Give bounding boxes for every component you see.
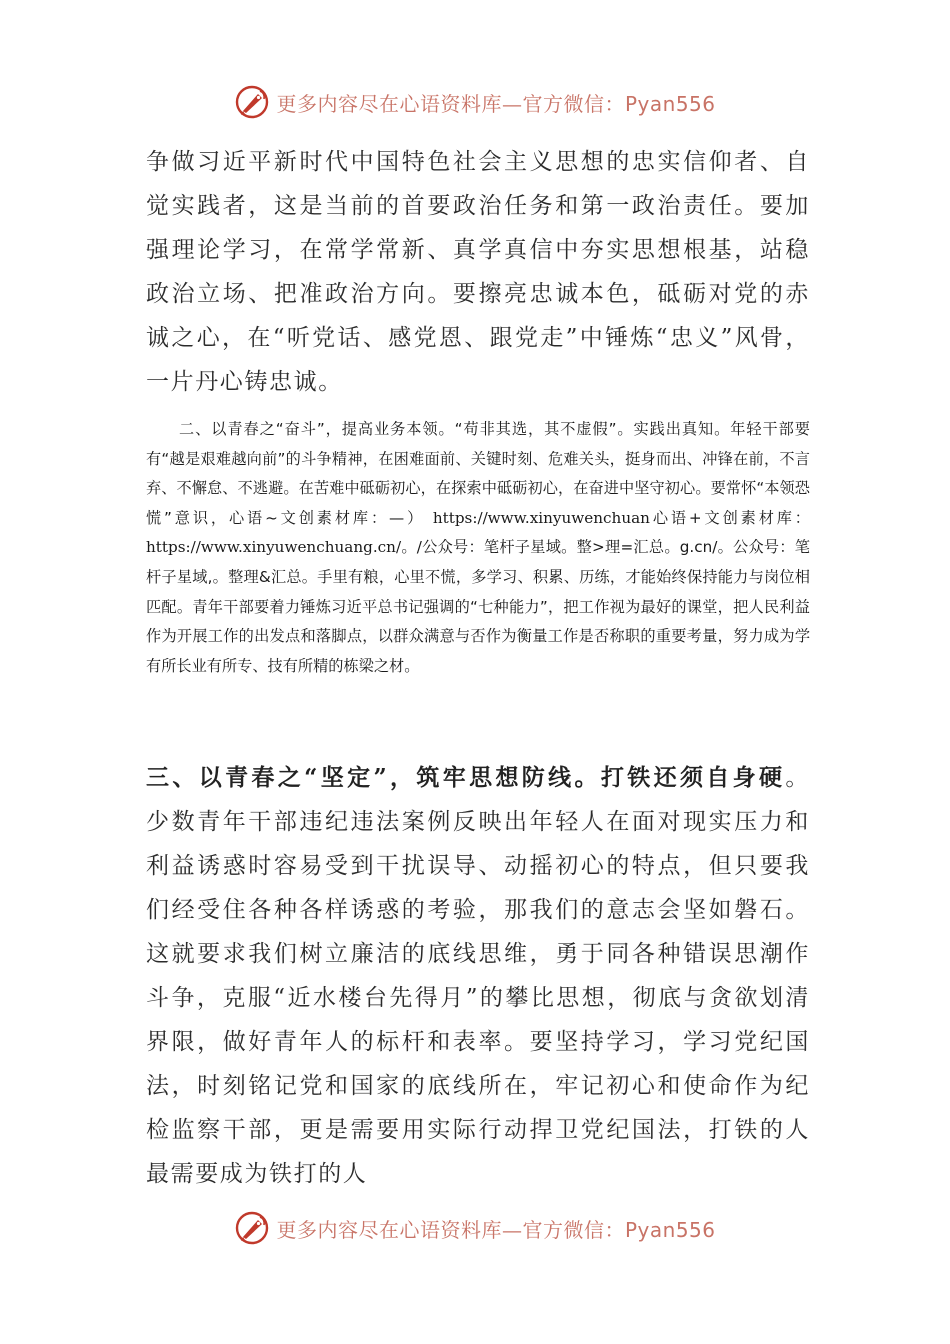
inline-url-1: https://www.xinyuwenchuan	[432, 508, 650, 527]
paragraph-2: 二、以青春之“奋斗”，提高业务本领。“苟非其选，其不虚假”。实践出真知。年轻干部要有“越是艰难越向前”的斗争精神，在困难面前、关键时刻、危难关头，挺身而出、冲锋在前，不言弃、不懈怠、不逃避。在苦难中砥砺初心，在探索中砥砺初心，在奋进中坚守初心。要常怀“本领恐慌”意识，心语~文创素材库：—） https://www.xinyuwenchuan心语+文创素材库： https://www.xinyuwenchuang.cn/。/公众号：笔杆子星域。整>理=汇总。g.cn/。公众号：笔杆子星域,。整理&汇总。手里有粮，心里不慌，多学习、积累、历练，才能始终保持能力与岗位相匹配。青年干部要着力锤炼习近平总书记强调的“七种能力”，把工作视为最好的课堂，把人民利益作为开展工作的出发点和落脚点，以群众满意与否作为衡量工作是否称职的重要考量，努力成为学有所长业有所专、技有所精的栋梁之材。	[146, 420, 810, 675]
paragraph-1: 争做习近平新时代中国特色社会主义思想的忠实信仰者、自觉实践者，这是当前的首要政治任务和第一政治责任。要加强理论学习，在常学常新、真学真信中夯实思想根基，站稳政治立场、把准政治方向。要擦亮忠诚本色，砥砺对党的赤诚之心，在“听党话、感党恩、跟党走”中锤炼“忠义”风骨，一片丹心铸忠诚。	[146, 149, 810, 395]
banner-text: 更多内容尽在心语资料库—官方微信：Pyan556	[276, 91, 716, 116]
inline-url-2: https://www.xinyuwenchuang.cn/	[146, 538, 402, 557]
header-banner	[0, 82, 950, 122]
pen-nib-logo-icon	[234, 1210, 270, 1246]
banner-wechat-handle: Pyan556	[624, 91, 716, 116]
banner-text: 更多内容尽在心语资料库—官方微信：Pyan556	[276, 1217, 716, 1242]
pen-nib-logo-icon	[234, 84, 270, 120]
section-heading-3: 三、以青春之“坚定”，筑牢思想防线。打铁还须自身硬	[146, 764, 786, 791]
footer-banner	[0, 1208, 950, 1248]
banner-wechat-handle: Pyan556	[624, 1217, 716, 1242]
paragraph-3: 三、以青春之“坚定”，筑牢思想防线。打铁还须自身硬。少数青年干部违纪违法案例反映出年轻人在面对现实压力和利益诱惑时容易受到干扰误导、动摇初心的特点，但只要我们经受住各种各样诱惑的考验，那我们的意志会坚如磐石。这就要求我们树立廉洁的底线思维，勇于同各种错误思潮作斗争，克服“近水楼台先得月”的攀比思想，彻底与贪欲划清界限，做好青年人的标杆和表率。要坚持学习，学习党纪国法，时刻铭记党和国家的底线所在，牢记初心和使命作为纪检监察干部，更是需要用实际行动捍卫党纪国法，打铁的人最需要成为铁打的人	[146, 764, 810, 1187]
